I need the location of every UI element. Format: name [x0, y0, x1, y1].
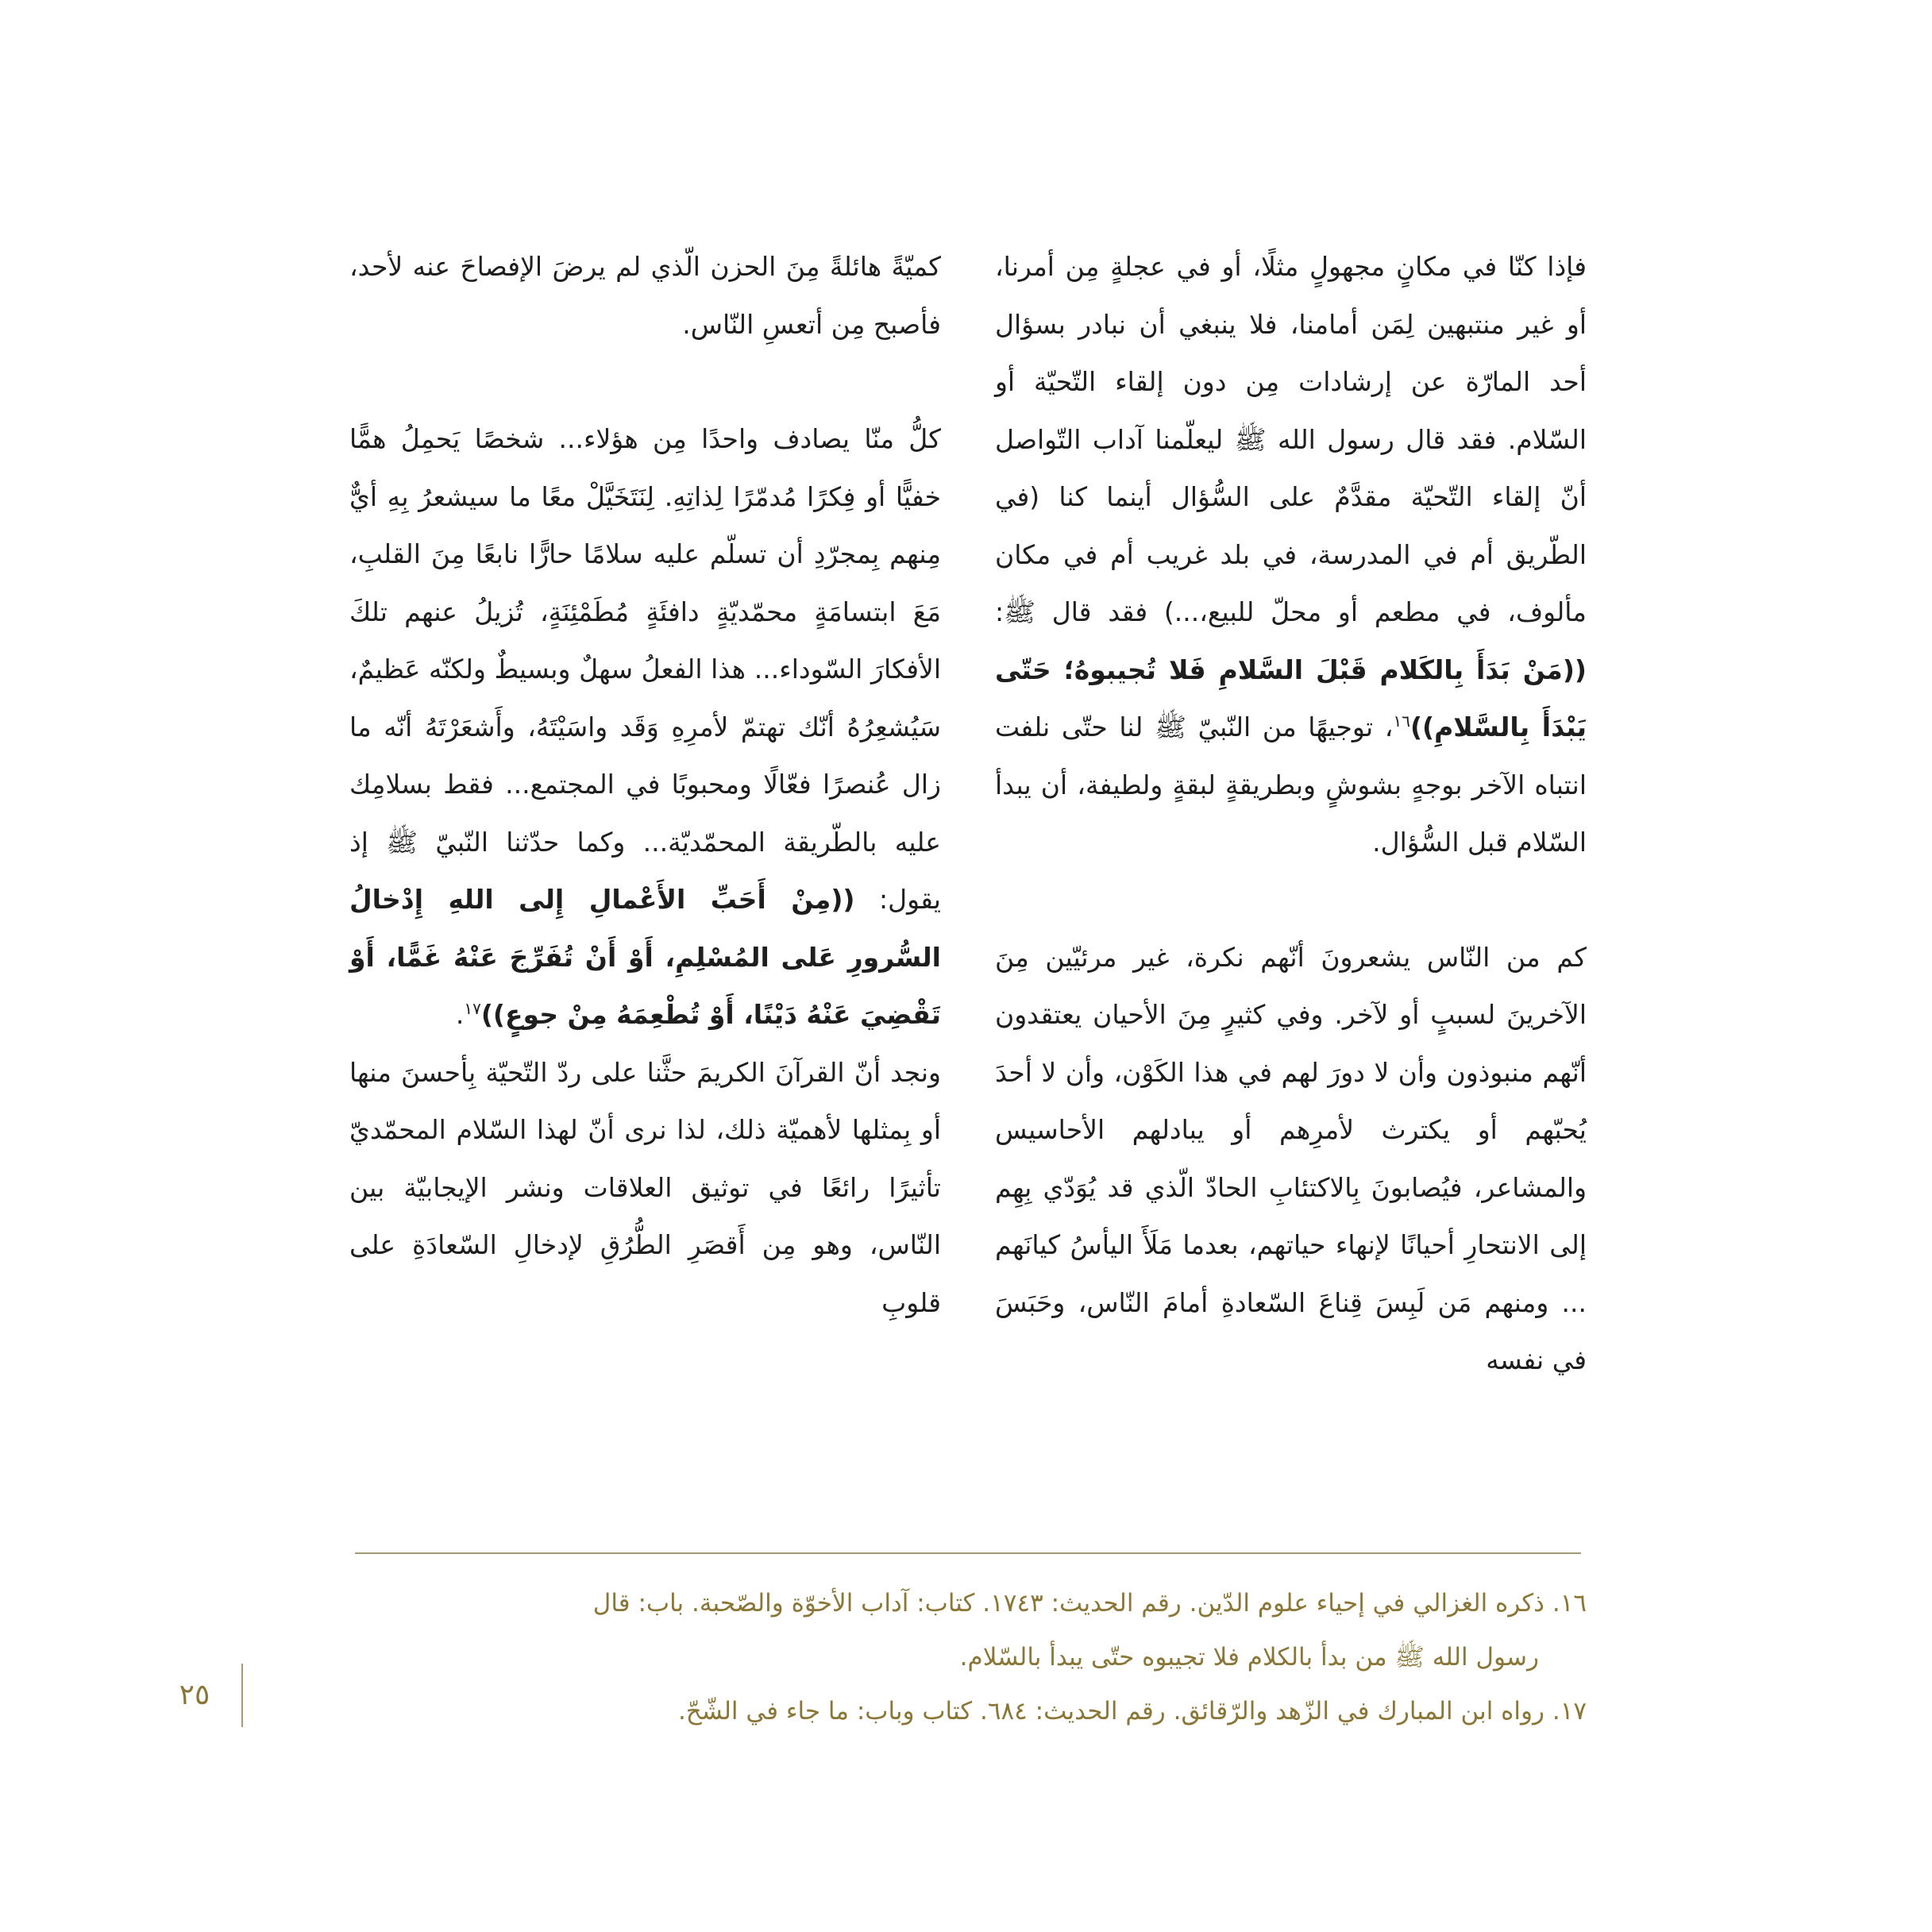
- paragraph-text: كلُّ منّا يصادف واحدًا مِن هؤلاء... شخصًا يَحمِلُ همًّا خفيًّا أو فِكرًا مُدمّرًا لِذاتِهِ. لِنَتَخَيَّلْ معًا ما سيشعرُ بِهِ أيٌّ مِنهم بِمجرّدِ أن تسلّم عليه سلامًا حارًّا نابعًا مِنَ القلبِ، مَعَ ابتسامَةٍ محمّديّةٍ دافئَةٍ مُطَمْئِنَةٍ، تُزيلُ عنهم تلكَ الأفكارَ السّوداء... هذا الفعلُ سهلٌ وبسيطٌ ولكنّه عَظيمٌ، سَيُشعِرُهُ أنّك تهتمّ لأمرِهِ وَقَد واسَيْتَهُ، وأَشعَرْتَهُ أنّه ما زال عُنصرًا فعّالًا ومحبوبًا في المجتمع... فقط بسلامِك عليه بالطّريقة المحمّديّة... وكما حدّثنا النّبيّ ﷺ إذ يقول:: [349, 423, 941, 915]
- footnote-17: ١٧. رواه ابن المبارك في الزّهد والرّقائق. رقم الحديث: ٦٨٤. كتاب وباب: ما جاء في الشّحّ.: [677, 1697, 1587, 1726]
- paragraph-invisible-people: كم من النّاس يشعرونَ أنّهم نكرة، غير مرئيّين مِنَ الآخرينَ لسببٍ أو لآخر. وفي كثيرٍ مِنَ الأحيان يعتقدون أنّهم منبوذون وأن لا دورَ لهم في هذا الكَوْن، وأن لا أحدَ يُحبّهم أو يكترث لأمرِهم أو يبادلهم الأحاسيس والمشاعر، فيُصابونَ بِالاكتئابِ الحادّ الّذي قد يُوَدّي بِهِم إلى الانتحارِ أحيانًا لإنهاء حياتهم، بعدما مَلَأَ اليأسُ كيانَهم ... ومنهم مَن لَبِسَ قِناعَ السّعادةِ أمامَ النّاس، وحَبَسَ في نفسه: [995, 941, 1587, 1375]
- footnote-divider: [355, 1552, 1581, 1554]
- left-column: [349, 238, 941, 1332]
- page-number-rule: [241, 1664, 243, 1727]
- paragraph-warm-greeting: كلُّ منّا يصادف واحدًا مِن هؤلاء... شخصًا يَحمِلُ همًّا خفيًّا أو فِكرًا مُدمّرًا لِذاتِهِ. لِنَتَخَيَّلْ معًا ما سيشعرُ بِهِ أيٌّ مِنهم بِمجرّدِ أن تسلّم عليه سلامًا حارًّا نابعًا مِنَ القلبِ، مَعَ ابتسامَةٍ محمّديّةٍ دافئَةٍ مُطَمْئِنَةٍ، تُزيلُ عنهم تلكَ الأفكارَ السّوداء... هذا الفعلُ سهلٌ وبسيطٌ ولكنّه عَظيمٌ، سَيُشعِرُهُ أنّك تهتمّ لأمرِهِ وَقَد واسَيْتَهُ، وأَشعَرْتَهُ أنّه ما زال عُنصرًا فعّالًا ومحبوبًا في المجتمع... فقط بسلامِك عليه بالطّريقة المحمّديّة... وكما حدّثنا النّبيّ ﷺ إذ يقول: ((مِنْ أَحَبِّ الأَعْمالِ إِلى اللهِ إِدْخالُ السُّرورِ عَلى المُسْلِمِ، أَوْ أَنْ تُفَرِّجَ عَنْهُ غَمًّا، أَوْ تَقْضِيَ عَنْهُ دَيْنًا، أَوْ تُطْعِمَهُ مِنْ جوعٍ))$^{١٧}$.: [349, 423, 941, 1030]
- paragraph-hidden-sadness: كميّةً هائلةً مِنَ الحزن الّذي لم يرضَ الإفصاحَ عنه لأحد، فأصبح مِن أتعسِ النّاس.: [349, 251, 941, 340]
- page-number-block: [159, 1664, 246, 1727]
- page-number: ٢٥: [179, 1679, 210, 1711]
- right-column: [995, 238, 1587, 1390]
- hadith-quote: ((مَنْ بَدَأَ بِالكَلام قَبْلَ السَّلامِ فَلا تُجيبوهُ؛ حَتّى يَبْدَأَ بِالسَّلامِ)): [995, 654, 1587, 742]
- hadith-quote: ((مِنْ أَحَبِّ الأَعْمالِ إِلى اللهِ إِدْخالُ السُّرورِ عَلى المُسْلِمِ، أَوْ أَنْ تُفَرِّجَ عَنْهُ غَمًّا، أَوْ تَقْضِيَ عَنْهُ دَيْنًا، أَوْ تُطْعِمَهُ مِنْ جوعٍ)): [349, 884, 941, 1030]
- paragraph-quran-greeting: ونجد أنّ القرآنَ الكريمَ حثَّنا على ردّ التّحيّة بِأحسنَ منها أو بِمثلها لأهميّة ذلك، لذا نرى أنّ لهذا السّلام المحمّديّ تأثيرًا رائعًا في توثيق العلاقات ونشر الإيجابيّة بين النّاس، وهو مِن أَقصَرِ الطُّرُقِ لإدخالِ السّعادَةِ على قلوبِ: [349, 1056, 941, 1318]
- footnote-16-continued: رسول الله ﷺ من بدأ بالكلام فلا تجيبوه حتّى يبدأ بالسّلام.: [959, 1643, 1539, 1672]
- paragraph-greeting-before-question: [995, 238, 1587, 872]
- footnote-16: ١٦. ذكره الغزالي في إحياء علوم الدّين. رقم الحديث: ١٧٤٣. كتاب: آداب الأخوّة والصّحبة. باب: قال: [592, 1589, 1587, 1618]
- footnotes: [349, 1576, 1587, 1738]
- footnote-ref: ١٦: [1393, 711, 1410, 731]
- paragraph-text: ، توجيهًا من النّبيّ ﷺ لنا حتّى نلفت انتباه الآخر بوجهٍ بشوشٍ وبطريقةٍ لبقةٍ ولطيفة، أن يبدأ السّلام قبل السُّؤال.: [995, 711, 1587, 858]
- footnote-ref: ١٧: [464, 999, 481, 1018]
- paragraph-text: فإذا كنّا في مكانٍ مجهولٍ مثلًا، أو في عجلةٍ مِن أمرنا، أو غير منتبهين لِمَن أمامنا، فلا ينبغي أن نبادر بسؤال أحد المارّة عن إرشادات مِن دون إلقاء التّحيّة أو السّلام. فقد قال رسول الله ﷺ ليعلّمنا آداب التّواصل أنّ إلقاء التّحيّة مقدَّمٌ على السُّؤال أينما كنا (في الطّريق أم في المدرسة، في بلد غريب أم في مكان مألوف، في مطعم أو محلّ للبيع،...) فقد قال ﷺ:: [995, 251, 1587, 627]
